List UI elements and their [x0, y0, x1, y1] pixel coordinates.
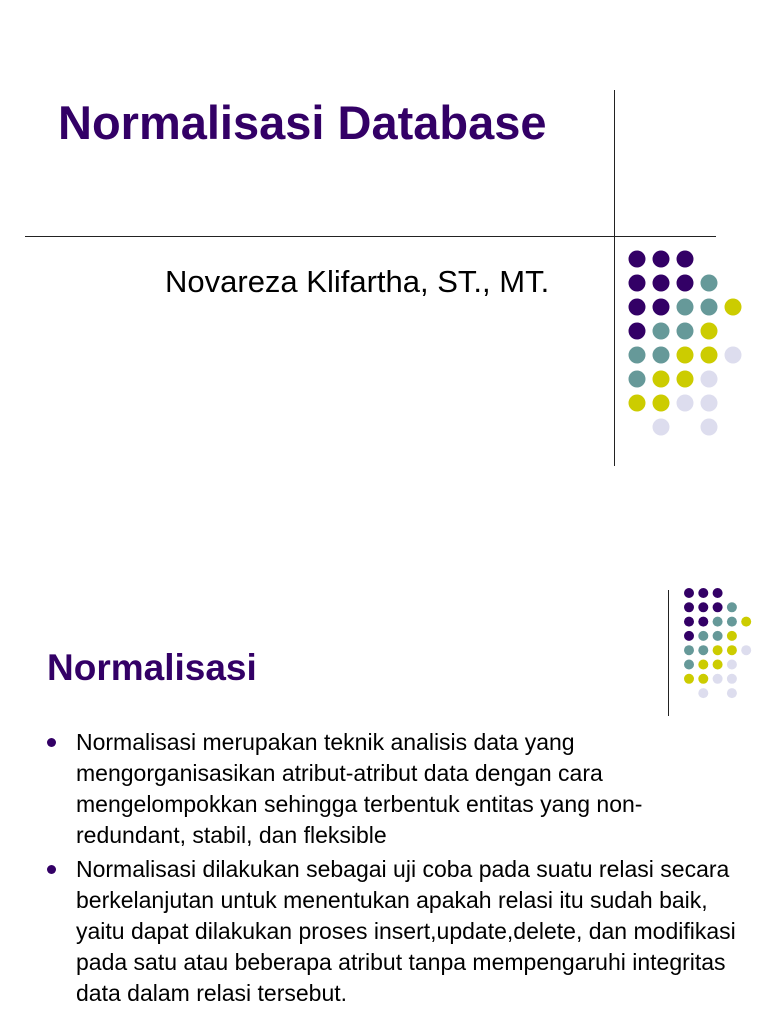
decoration-dot: [741, 645, 751, 655]
decoration-dot: [727, 617, 737, 627]
decoration-dot: [701, 419, 718, 436]
decoration-dot: [727, 602, 737, 612]
decoration-dot: [677, 251, 694, 268]
decoration-dot: [653, 347, 670, 364]
decoration-dot: [741, 617, 751, 627]
decoration-dot: [701, 395, 718, 412]
decoration-dot: [684, 617, 694, 627]
decoration-dot: [629, 299, 646, 316]
bullet-icon: [47, 738, 56, 747]
presentation-title: Normalisasi Database: [58, 96, 547, 149]
decoration-dot: [653, 299, 670, 316]
decoration-dot: [713, 602, 723, 612]
decoration-dot: [653, 419, 670, 436]
decoration-dot: [653, 371, 670, 388]
decoration-dot: [701, 347, 718, 364]
decoration-dot: [684, 645, 694, 655]
bullet-list: [47, 727, 737, 1012]
author-subtitle: Novareza Klifartha, ST., MT.: [165, 264, 550, 299]
decoration-dot: [677, 323, 694, 340]
decoration-dot: [629, 251, 646, 268]
decoration-dot: [701, 323, 718, 340]
decoration-dot: [653, 395, 670, 412]
decoration-dot: [677, 275, 694, 292]
decoration-dot: [629, 323, 646, 340]
decoration-dot: [698, 617, 708, 627]
decoration-dot: [629, 275, 646, 292]
decoration-dot: [684, 602, 694, 612]
decoration-dot: [677, 347, 694, 364]
decoration-dot: [698, 602, 708, 612]
decoration-dot: [713, 588, 723, 598]
decoration-dot: [653, 251, 670, 268]
decoration-dot: [677, 299, 694, 316]
decoration-dot: [653, 275, 670, 292]
bullet-text: Normalisasi dilakukan sebagai uji coba pada suatu relasi secara berkelanjutan untuk menentukan apakah relasi itu sudah baik, yaitu dapat dilakukan proses insert,update,delete, dan modifikasi pada satu atau beberapa atribut tanpa mempengaruhi integritas data dalam relasi tersebut.: [76, 856, 736, 1006]
slide-title: Normalisasi: [47, 647, 257, 688]
bullet-icon: [47, 865, 56, 874]
decoration-dot: [701, 299, 718, 316]
content-slide: [0, 520, 768, 1024]
decoration-dot: [713, 645, 723, 655]
decoration-dot: [629, 371, 646, 388]
decoration-dot: [713, 617, 723, 627]
decoration-dot: [698, 631, 708, 641]
decoration-dot: [629, 395, 646, 412]
decoration-dot: [677, 371, 694, 388]
decoration-dot: [698, 674, 708, 684]
decoration-dot: [684, 660, 694, 670]
bullet-item: [47, 854, 737, 1009]
decoration-dot: [698, 688, 708, 698]
bullet-item: [47, 727, 737, 851]
decoration-dot: [727, 674, 737, 684]
decoration-dot: [701, 371, 718, 388]
decoration-dot: [727, 660, 737, 670]
decoration-dot: [727, 645, 737, 655]
decoration-dot: [653, 323, 670, 340]
decoration-dot: [727, 688, 737, 698]
decoration-dot: [701, 275, 718, 292]
decoration-dot: [698, 588, 708, 598]
decoration-dot: [698, 660, 708, 670]
decoration-dot: [713, 660, 723, 670]
decoration-dot: [629, 347, 646, 364]
bullet-text: Normalisasi merupakan teknik analisis data yang mengorganisasikan atribut-atribut data dengan cara mengelompokkan sehingga terbentuk entitas yang non-redundant, stabil, dan fleksible: [76, 729, 643, 848]
decoration-dot: [698, 645, 708, 655]
decoration-dot: [713, 631, 723, 641]
decoration-dot: [677, 395, 694, 412]
decoration-dot: [713, 674, 723, 684]
decoration-dot: [684, 588, 694, 598]
decoration-dot: [727, 631, 737, 641]
decoration-dot: [684, 674, 694, 684]
decoration-dot: [725, 299, 742, 316]
decoration-dot: [725, 347, 742, 364]
decoration-dot: [684, 631, 694, 641]
